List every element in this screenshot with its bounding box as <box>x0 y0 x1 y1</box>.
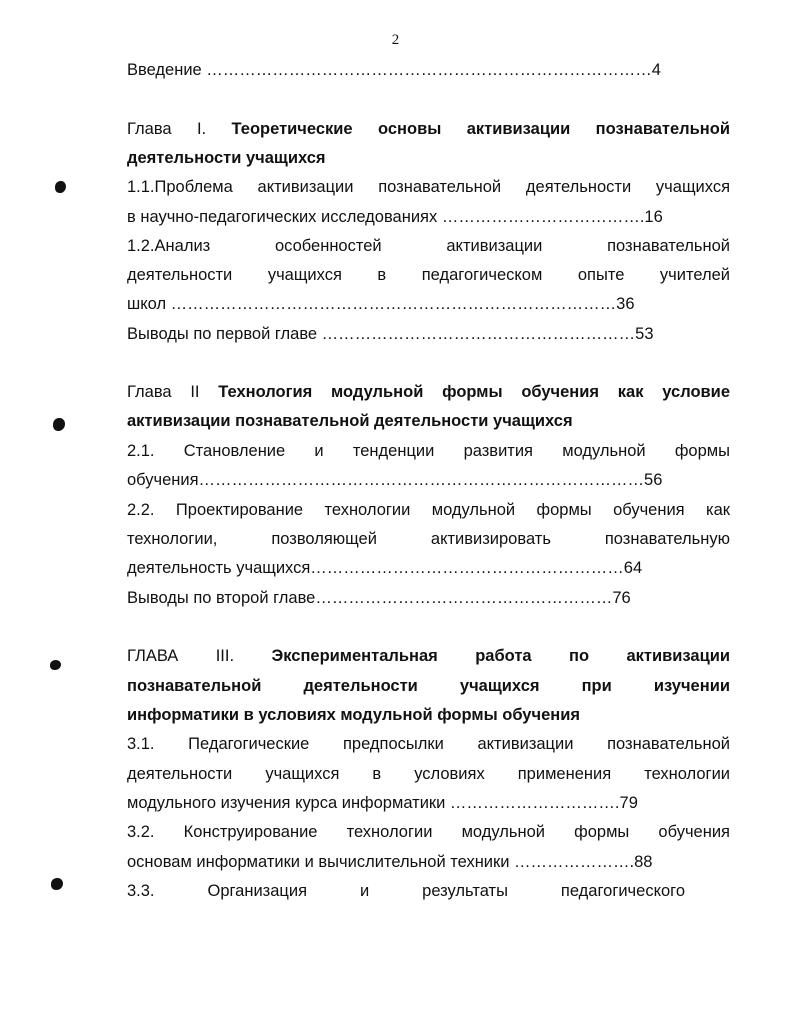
ink-blot <box>50 660 61 670</box>
toc-1-2-line-2: деятельности учащихся в педагогическом опыте учителей <box>127 266 730 284</box>
toc-3-2-line-2: основам информатики и вычислительной техники ………………….88 <box>127 853 653 871</box>
chapter-2-heading <box>127 382 730 402</box>
toc-1-1-line-1: 1.1.Проблема активизации познавательной деятельности учащихся <box>127 178 730 196</box>
chapter-3-title-cont-2: информатики в условиях модульной формы обучения <box>127 706 580 724</box>
chapter-3-prefix: ГЛАВА III. <box>127 647 272 665</box>
toc-2-conclusions: Выводы по второй главе………………………………………………76 <box>127 589 631 607</box>
toc-1-2-line-1: 1.2.Анализ особенностей активизации познавательной <box>127 237 730 255</box>
toc-3-2-line-1: 3.2. Конструирование технологии модульной формы обучения <box>127 823 730 841</box>
ink-blot <box>51 878 63 890</box>
chapter-2-title-cont: активизации познавательной деятельности учащихся <box>127 412 573 430</box>
ink-blot <box>53 418 65 431</box>
page-number: 2 <box>391 32 400 48</box>
toc-1-1-line-2: в научно-педагогических исследованиях ……………………………….16 <box>127 208 663 226</box>
toc-2-2-line-3: деятельность учащихся…………………………………………………64 <box>127 559 643 577</box>
chapter-1-title: Теоретические основы активизации познавательной <box>231 120 730 138</box>
toc-3-3-line-1: 3.3. Организация и результаты педагогического <box>127 882 685 900</box>
chapter-3-title: Экспериментальная работа по активизации <box>271 647 731 665</box>
chapter-1-heading <box>127 119 730 139</box>
ink-blot <box>55 181 66 193</box>
chapter-3-heading <box>127 646 730 666</box>
toc-3-1-line-1: 3.1. Педагогические предпосылки активизации познавательной <box>127 735 730 753</box>
toc-3-1-line-3: модульного изучения курса информатики ………………………….79 <box>127 794 638 812</box>
chapter-1-title-cont: деятельности учащихся <box>127 149 326 167</box>
chapter-3-title-cont-1: познавательной деятельности учащихся при изучении <box>127 677 730 695</box>
toc-1-conclusions: Выводы по первой главе …………………………………………………53 <box>127 325 654 343</box>
toc-2-2-line-2: технологии, позволяющей активизировать познавательную <box>127 530 730 548</box>
toc-2-2-line-1: 2.2. Проектирование технологии модульной формы обучения как <box>127 501 730 519</box>
chapter-2-title: Технология модульной формы обучения как условие <box>218 383 730 401</box>
toc-3-1-line-2: деятельности учащихся в условиях применения технологии <box>127 765 730 783</box>
toc-2-1-line-1: 2.1. Становление и тенденции развития модульной формы <box>127 442 730 460</box>
toc-2-1-line-2: обучения………………………………………………………………………56 <box>127 471 663 489</box>
toc-intro: Введение ………………………………………………………………………4 <box>127 61 661 79</box>
chapter-2-prefix: Глава II <box>127 383 219 401</box>
chapter-1-prefix: Глава I. <box>127 120 232 138</box>
toc-1-2-line-3: школ ………………………………………………………………………36 <box>127 295 635 313</box>
